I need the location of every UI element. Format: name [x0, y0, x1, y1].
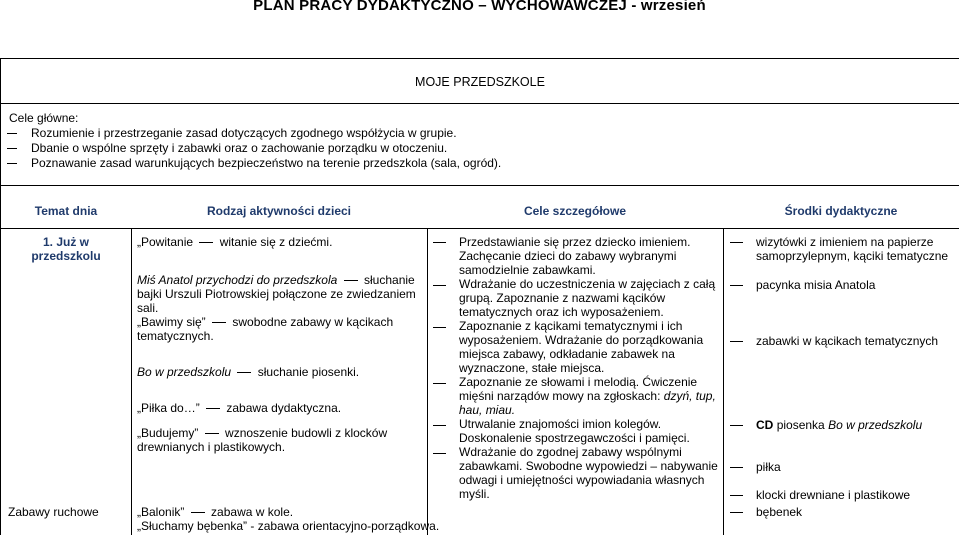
bullet-dash: [433, 285, 446, 286]
outdoor-activities: „Balonik” zabawa w kole. „Słuchamy bębenka” - zabawa orientacyjno-porządkowa.: [137, 505, 440, 533]
bullet-dash: [730, 495, 743, 496]
column-divider: [427, 228, 428, 535]
bullet-dash: [730, 512, 743, 513]
outdoor-label: Zabawy ruchowe: [8, 505, 99, 519]
header-materials: Środki dydaktyczne: [784, 204, 898, 218]
column-divider: [723, 228, 724, 535]
bullet-dash: [433, 327, 446, 328]
material-item: wizytówki z imieniem na papierze samoprzylepnym, kąciki tematyczne: [756, 235, 949, 263]
section-title: MOJE PRZEDSZKOLE: [415, 75, 545, 89]
activities-cell: „Powitanie witanie się z dziećmi. Miś Anatol przychodzi do przedszkola słuchanie bajki Urszuli Piotrowskiej połączone ze zwiedzaniem sali. „Bawimy się” swobodne zabawy w kącikach tematycznych. Bo w przedszkolu słuchanie piosenki. „Piłka do…” zabawa dydaktyczna. „Budujemy” wznoszenie budowli z klocków drewnianych i plastikowych.: [137, 235, 416, 454]
plan-table: [0, 58, 959, 535]
divider: [1, 103, 959, 104]
goal-item: Poznawanie zasad warunkujących bezpieczeństwo na terenie przedszkola (sala, ogród).: [7, 156, 501, 170]
bullet-dash: [433, 453, 446, 454]
bullet-dash: [730, 425, 743, 426]
header-goals: Cele szczegółowe: [523, 204, 627, 218]
document-title: PLAN PRACY DYDAKTYCZNO – WYCHOWAWCZEJ - wrzesień: [253, 0, 706, 14]
divider: [1, 228, 959, 229]
material-item: klocki drewniane i plastikowe: [756, 488, 911, 502]
material-item: pacynka misia Anatola: [756, 278, 876, 292]
bullet-dash: [730, 341, 743, 342]
header-topic: Temat dnia: [34, 204, 98, 218]
goal-item: Rozumienie i przestrzeganie zasad dotyczących zgodnego współżycia w grupie.: [7, 126, 457, 140]
bullet-dash: [730, 285, 743, 286]
divider: [1, 185, 959, 186]
column-divider: [131, 228, 132, 535]
goal-item: Dbanie o wspólne sprzęty i zabawki oraz o zachowanie porządku w otoczeniu.: [7, 141, 447, 155]
bullet-dash: [433, 425, 446, 426]
material-item: piłka: [756, 460, 781, 474]
topic-cell: 1. Już w przedszkolu: [31, 235, 101, 263]
bullet-dash: [730, 242, 743, 243]
header-activities: Rodzaj aktywności dzieci: [206, 204, 352, 218]
material-item: zabawki w kącikach tematycznych: [756, 334, 939, 348]
goals-label: Cele główne:: [9, 111, 79, 125]
material-item: bębenek: [756, 505, 803, 519]
material-item: CD piosenka Bo w przedszkolu: [756, 418, 923, 432]
goals-detail-cell: Przedstawianie się przez dziecko imieniem. Zachęcanie dzieci do zabawy wybranymi samodzielnie zabawkami. Wdrażanie do uczestniczenia w zajęciach z całą grupą. Zapoznanie z nazwami kącików tematycznych oraz ich wyposażeniem. Zapoznanie z kącikami tematycznymi i ich wyposażeniem. Wdrażanie do porządkowania miejsca zabawy, odkładanie zabawek na wyznaczone, stałe miejsca. Zapoznanie ze słowami i melodią. Ćwiczenie mięśni narządów mowy na zgłoskach: dzyń, tup, hau, miau. Utrwalanie znajomości imion kolegów. Doskonalenie spostrzegawczości i pamięci. Wdrażanie do zgodnej zabawy wspólnymi zabawkami. Swobodne wypowiedzi – nabywanie odwagi i umiejętności wypowiadania własnych myśli.: [459, 235, 718, 501]
bullet-dash: [730, 467, 743, 468]
bullet-dash: [433, 383, 446, 384]
bullet-dash: [433, 242, 446, 243]
